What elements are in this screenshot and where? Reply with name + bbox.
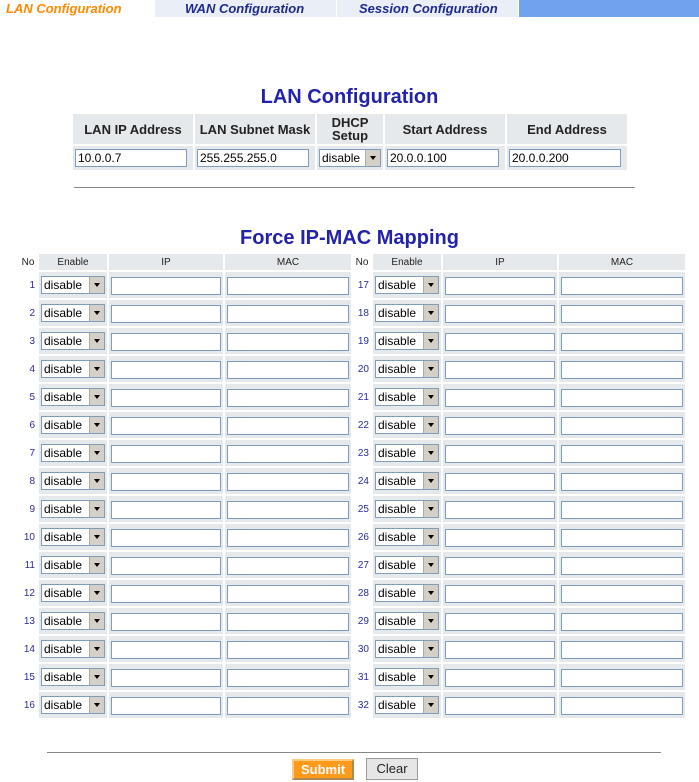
enable-header: Enable (373, 254, 441, 270)
row-number: 10 (19, 524, 37, 550)
enable-select[interactable]: disable (375, 528, 439, 546)
enable-select[interactable]: disable (375, 360, 439, 378)
table-row (19, 356, 685, 382)
dhcp-setup-header: DHCP Setup (317, 114, 383, 144)
chevron-down-icon (423, 641, 438, 657)
ip-input[interactable] (111, 445, 221, 463)
ip-input[interactable] (111, 473, 221, 491)
row-number: 24 (353, 468, 371, 494)
row-number: 16 (19, 692, 37, 718)
row-number: 6 (19, 412, 37, 438)
ip-input[interactable] (445, 669, 555, 687)
ip-input[interactable] (111, 697, 221, 715)
mac-input[interactable] (227, 277, 349, 295)
mac-input[interactable] (227, 417, 349, 435)
tab-label: WAN Configuration (185, 1, 305, 16)
ip-input[interactable] (111, 417, 221, 435)
ip-input[interactable] (111, 613, 221, 631)
chevron-down-icon (89, 305, 104, 321)
chevron-down-icon (423, 333, 438, 349)
ip-header: IP (443, 254, 557, 270)
ip-input[interactable] (445, 333, 555, 351)
mac-input[interactable] (561, 473, 683, 491)
chevron-down-icon (423, 305, 438, 321)
row-number: 11 (19, 552, 37, 578)
ip-input[interactable] (445, 529, 555, 547)
enable-select[interactable]: disable (41, 416, 105, 434)
mac-input[interactable] (561, 445, 683, 463)
row-number: 19 (353, 328, 371, 354)
row-number: 22 (353, 412, 371, 438)
start-address-header: Start Address (385, 114, 505, 144)
divider (74, 187, 635, 188)
chevron-down-icon (423, 361, 438, 377)
ip-input[interactable] (111, 361, 221, 379)
chevron-down-icon (423, 389, 438, 405)
enable-select[interactable]: disable (41, 584, 105, 602)
enable-select[interactable]: disable (375, 304, 439, 322)
row-number: 21 (353, 384, 371, 410)
ip-input[interactable] (111, 305, 221, 323)
row-number: 26 (353, 524, 371, 550)
ip-input[interactable] (445, 473, 555, 491)
mac-input[interactable] (561, 641, 683, 659)
enable-select[interactable]: disable (375, 332, 439, 350)
dhcp-setup-select[interactable]: disable (319, 149, 381, 167)
mac-input[interactable] (561, 557, 683, 575)
row-number: 8 (19, 468, 37, 494)
mac-input[interactable] (227, 473, 349, 491)
ip-input[interactable] (111, 529, 221, 547)
table-row (19, 384, 685, 410)
mac-input[interactable] (561, 669, 683, 687)
mac-input[interactable] (561, 361, 683, 379)
mapping-section-title: Force IP-MAC Mapping (240, 227, 459, 249)
row-number: 13 (19, 608, 37, 634)
chevron-down-icon (423, 473, 438, 489)
table-row (19, 440, 685, 466)
chevron-down-icon (423, 445, 438, 461)
mac-input[interactable] (227, 613, 349, 631)
row-number: 15 (19, 664, 37, 690)
ip-input[interactable] (111, 641, 221, 659)
mac-input[interactable] (227, 333, 349, 351)
table-row (19, 552, 685, 578)
ip-header: IP (109, 254, 223, 270)
mac-input[interactable] (561, 277, 683, 295)
ip-input[interactable] (111, 585, 221, 603)
chevron-down-icon (423, 501, 438, 517)
mac-input[interactable] (561, 585, 683, 603)
tab-wan-configuration[interactable] (155, 0, 337, 17)
chevron-down-icon (423, 613, 438, 629)
table-row (19, 580, 685, 606)
mac-input[interactable] (561, 333, 683, 351)
lan-mask-header: LAN Subnet Mask (195, 114, 315, 144)
enable-select[interactable]: disable (41, 528, 105, 546)
mac-input[interactable] (227, 641, 349, 659)
row-number: 14 (19, 636, 37, 662)
row-number: 27 (353, 552, 371, 578)
ip-input[interactable] (445, 585, 555, 603)
enable-select[interactable]: disable (375, 276, 439, 294)
row-number: 5 (19, 384, 37, 410)
tab-session-configuration[interactable] (337, 0, 519, 17)
chevron-down-icon (89, 333, 104, 349)
ip-input[interactable] (111, 333, 221, 351)
end-address-input[interactable] (509, 149, 621, 167)
row-number: 1 (19, 272, 37, 298)
enable-select[interactable]: disable (41, 640, 105, 658)
ip-input[interactable] (445, 305, 555, 323)
mac-input[interactable] (227, 529, 349, 547)
enable-select[interactable]: disable (375, 472, 439, 490)
row-number: 2 (19, 300, 37, 326)
enable-select[interactable]: disable (375, 640, 439, 658)
enable-select[interactable]: disable (375, 584, 439, 602)
table-row (19, 524, 685, 550)
mac-input[interactable] (227, 389, 349, 407)
enable-select[interactable]: disable (375, 416, 439, 434)
row-number: 32 (353, 692, 371, 718)
enable-select[interactable]: disable (375, 556, 439, 574)
chevron-down-icon (423, 585, 438, 601)
mac-input[interactable] (561, 529, 683, 547)
enable-select[interactable]: disable (41, 304, 105, 322)
lan-subnet-mask-input[interactable] (197, 149, 309, 167)
mac-input[interactable] (227, 557, 349, 575)
chevron-down-icon (89, 445, 104, 461)
enable-select[interactable]: disable (375, 388, 439, 406)
row-number: 25 (353, 496, 371, 522)
mac-input[interactable] (561, 613, 683, 631)
lan-config-table (71, 112, 629, 172)
enable-select[interactable]: disable (41, 360, 105, 378)
row-number: 29 (353, 608, 371, 634)
mac-input[interactable] (227, 585, 349, 603)
enable-select[interactable]: disable (41, 472, 105, 490)
table-row (19, 300, 685, 326)
ip-input[interactable] (445, 557, 555, 575)
chevron-down-icon (423, 277, 438, 293)
chevron-down-icon (89, 557, 104, 573)
enable-select[interactable]: disable (41, 556, 105, 574)
ip-input[interactable] (445, 697, 555, 715)
enable-select[interactable]: disable (41, 276, 105, 294)
mac-input[interactable] (227, 361, 349, 379)
chevron-down-icon (89, 585, 104, 601)
ip-input[interactable] (111, 669, 221, 687)
clear-button[interactable]: Clear (366, 758, 418, 780)
enable-select[interactable]: disable (41, 612, 105, 630)
enable-select[interactable]: disable (41, 500, 105, 518)
chevron-down-icon (365, 150, 380, 166)
tab-label: LAN Configuration (6, 1, 122, 16)
lan-ip-header: LAN IP Address (73, 114, 193, 144)
enable-select[interactable]: disable (375, 500, 439, 518)
chevron-down-icon (89, 641, 104, 657)
enable-select[interactable]: disable (375, 668, 439, 686)
no-header: No (353, 254, 371, 270)
mac-input[interactable] (561, 697, 683, 715)
mac-header: MAC (559, 254, 685, 270)
table-row (19, 272, 685, 298)
mac-input[interactable] (561, 501, 683, 519)
lan-ip-input[interactable] (75, 149, 187, 167)
ip-input[interactable] (111, 277, 221, 295)
ip-input[interactable] (445, 389, 555, 407)
row-number: 4 (19, 356, 37, 382)
row-number: 3 (19, 328, 37, 354)
mac-input[interactable] (561, 389, 683, 407)
chevron-down-icon (89, 501, 104, 517)
mac-header: MAC (225, 254, 351, 270)
ip-input[interactable] (445, 613, 555, 631)
table-row (19, 468, 685, 494)
table-row (19, 608, 685, 634)
chevron-down-icon (89, 473, 104, 489)
enable-select[interactable]: disable (41, 444, 105, 462)
chevron-down-icon (423, 557, 438, 573)
row-number: 18 (353, 300, 371, 326)
divider (47, 752, 661, 753)
mac-input[interactable] (561, 305, 683, 323)
enable-select[interactable]: disable (375, 696, 439, 714)
row-number: 7 (19, 440, 37, 466)
end-address-header: End Address (507, 114, 627, 144)
tab-label: Session Configuration (359, 1, 498, 16)
chevron-down-icon (89, 361, 104, 377)
enable-select[interactable]: disable (41, 388, 105, 406)
no-header: No (19, 254, 37, 270)
chevron-down-icon (89, 277, 104, 293)
chevron-down-icon (89, 669, 104, 685)
start-address-input[interactable] (387, 149, 499, 167)
ip-input[interactable] (445, 361, 555, 379)
row-number: 9 (19, 496, 37, 522)
ip-input[interactable] (111, 501, 221, 519)
mac-input[interactable] (227, 445, 349, 463)
submit-button[interactable]: Submit (292, 759, 354, 780)
enable-select[interactable]: disable (41, 332, 105, 350)
ip-input[interactable] (445, 445, 555, 463)
table-row (19, 412, 685, 438)
chevron-down-icon (89, 697, 104, 713)
mac-input[interactable] (227, 501, 349, 519)
chevron-down-icon (423, 417, 438, 433)
row-number: 12 (19, 580, 37, 606)
row-number: 30 (353, 636, 371, 662)
enable-header: Enable (39, 254, 107, 270)
chevron-down-icon (423, 697, 438, 713)
row-number: 17 (353, 272, 371, 298)
tab-bar (0, 0, 699, 17)
chevron-down-icon (89, 417, 104, 433)
row-number: 28 (353, 580, 371, 606)
table-row (19, 636, 685, 662)
ip-input[interactable] (445, 501, 555, 519)
table-row (19, 692, 685, 718)
enable-select[interactable]: disable (375, 612, 439, 630)
chevron-down-icon (89, 529, 104, 545)
table-row (19, 328, 685, 354)
ip-input[interactable] (111, 557, 221, 575)
ip-input[interactable] (445, 417, 555, 435)
row-number: 23 (353, 440, 371, 466)
enable-select[interactable]: disable (41, 668, 105, 686)
mac-input[interactable] (227, 305, 349, 323)
row-number: 31 (353, 664, 371, 690)
ip-input[interactable] (111, 389, 221, 407)
ip-mac-mapping-table (17, 252, 687, 720)
mac-input[interactable] (227, 669, 349, 687)
tab-lan-configuration[interactable] (0, 0, 155, 17)
ip-input[interactable] (445, 277, 555, 295)
ip-input[interactable] (445, 641, 555, 659)
enable-select[interactable]: disable (41, 696, 105, 714)
chevron-down-icon (423, 529, 438, 545)
table-row (19, 664, 685, 690)
chevron-down-icon (89, 389, 104, 405)
table-row (19, 496, 685, 522)
lan-section-title: LAN Configuration (260, 86, 439, 108)
row-number: 20 (353, 356, 371, 382)
enable-select[interactable]: disable (375, 444, 439, 462)
chevron-down-icon (423, 669, 438, 685)
chevron-down-icon (89, 613, 104, 629)
mac-input[interactable] (561, 417, 683, 435)
mac-input[interactable] (227, 697, 349, 715)
